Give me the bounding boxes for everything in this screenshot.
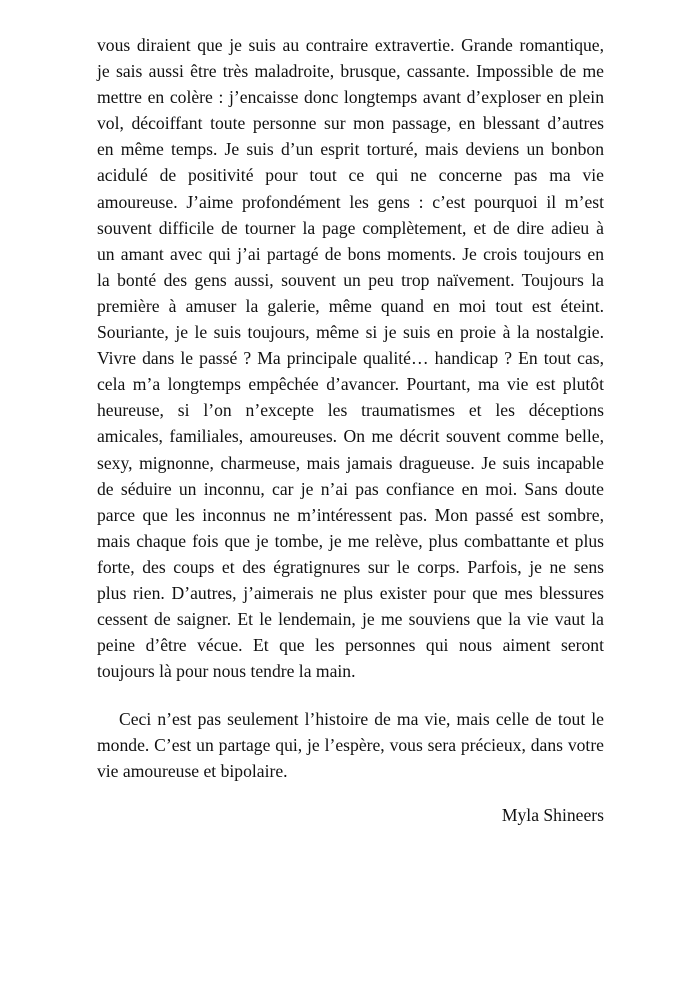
text-line: un amant avec qui j’ai partagé de bons moments. Je crois toujours en [97,243,604,264]
text-line: de séduire un inconnu, car je n’ai pas confiance en moi. Sans doute [97,478,604,499]
text-line: forte, des coups et des égratignures sur le corps. Parfois, je ne sens [97,556,604,577]
text-line: vie amoureuse et bipolaire. [97,761,288,782]
text-line: la bonté des gens aussi, souvent un peu trop naïvement. Toujours la [97,269,604,290]
text-line: sexy, mignonne, charmeuse, mais jamais dragueuse. Je suis incapable [97,452,604,473]
text-line: mettre en colère : j’encaisse donc longtemps avant d’exploser en plein [97,87,604,108]
text-line: amicales, familiales, amoureuses. On me décrit souvent comme belle, [97,426,604,447]
text-line: acidulé de positivité pour tout ce qui ne concerne pas ma vie [97,165,604,186]
text-line: Souriante, je le suis toujours, même si je suis en proie à la nostalgie. [97,322,604,343]
text-line: peine d’être vécue. Et que les personnes qui nous aiment seront [97,635,604,656]
text-line: mais chaque fois que je tombe, je me relève, plus combattante et plus [97,530,604,551]
text-line: vol, décoiffant toute personne sur mon passage, en blessant d’autres [97,113,604,134]
text-line: cessent de saigner. Et le lendemain, je me souviens que la vie vaut la [97,609,604,630]
text-line: amoureuse. J’aime profondément les gens : c’est pourquoi il m’est [97,191,604,212]
text-line: Vivre dans le passé ? Ma principale qualité… handicap ? En tout cas, [97,348,604,369]
paragraph-2 [97,706,604,784]
author-signature: Myla Shineers [501,805,604,825]
text-line: je sais aussi être très maladroite, brusque, cassante. Impossible de me [97,61,604,82]
text-line: cela m’a longtemps empêchée d’avancer. Pourtant, ma vie est plutôt [97,374,604,395]
text-line: souvent difficile de tourner la page complètement, et de dire adieu à [97,217,604,238]
text-line: parce que les inconnus ne m’intéressent pas. Mon passé est sombre, [97,504,604,525]
text-line: Ceci n’est pas seulement l’histoire de ma vie, mais celle de tout le [119,709,604,729]
text-line: première à amuser la galerie, même quand en moi tout est éteint. [97,295,604,316]
paragraph-1 [97,32,604,684]
text-line: monde. C’est un partage qui, je l’espère, vous sera précieux, dans votre [97,735,604,756]
text-line: heureuse, si l’on n’excepte les traumatismes et les déceptions [97,400,604,421]
text-line: plus rien. D’autres, j’aimerais ne plus exister pour que mes blessures [97,582,604,603]
text-line: en même temps. Je suis d’un esprit torturé, mais deviens un bonbon [97,139,604,160]
text-line: vous diraient que je suis au contraire extravertie. Grande romantique, [97,35,604,55]
text-line: toujours là pour nous tendre la main. [97,661,356,682]
